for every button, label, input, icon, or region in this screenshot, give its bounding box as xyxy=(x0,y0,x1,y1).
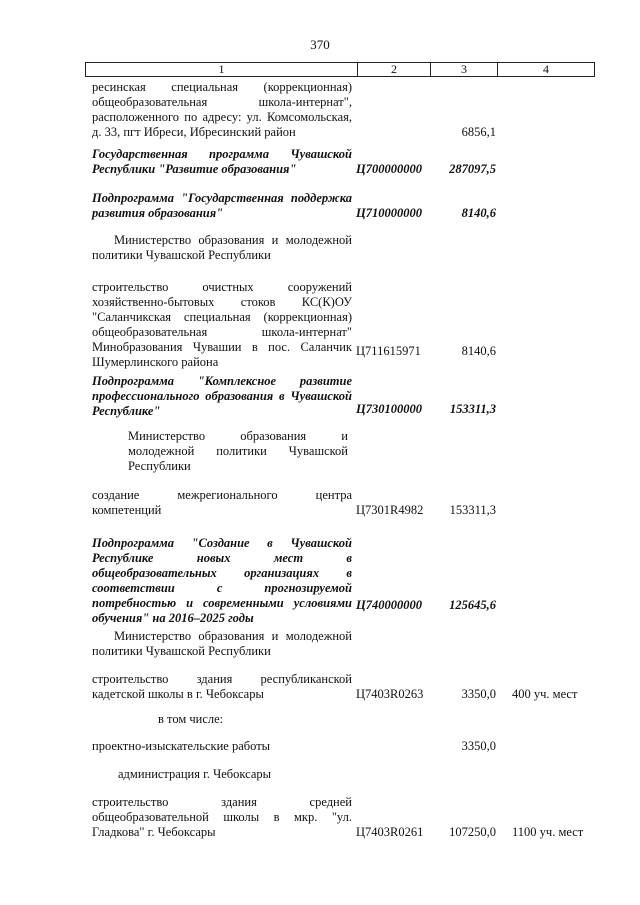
col-header-1: 1 xyxy=(218,62,225,76)
row-description: Министерство образования и молодежной политики Чувашской Республики xyxy=(128,429,348,473)
row-description: проектно-изыскательские работы xyxy=(92,739,271,753)
row-code: Ц710000000 xyxy=(356,206,422,220)
row-description: создание межрегионального центра компетенций xyxy=(92,488,352,517)
col-header-2: 2 xyxy=(357,63,430,76)
row-description: ресинская специальная (коррекционная) общеобразовательная школа-интернат", расположенного по адресу: ул. Комсомольская, д. 33, пгт Ибреси, Ибресинский район xyxy=(92,80,352,139)
row-code: Ц700000000 xyxy=(356,162,422,176)
row-description: строительство здания республиканской кадетской школы в г. Чебоксары xyxy=(92,672,352,701)
row-code: Ц7301R4982 xyxy=(356,503,424,517)
row-code: Ц7403R0263 xyxy=(356,687,424,701)
row-amount: 8140,6 xyxy=(461,206,496,220)
row-note: 400 уч. мест xyxy=(512,687,578,701)
row-amount: 3350,0 xyxy=(461,739,496,753)
row-description: Министерство образования и молодежной политики Чувашской Республики xyxy=(92,629,352,658)
page-number: 370 xyxy=(310,37,330,52)
row-amount: 153311,3 xyxy=(449,402,496,416)
row-code: Ц711615971 xyxy=(356,344,421,358)
row-amount: 107250,0 xyxy=(449,825,496,839)
row-amount: 153311,3 xyxy=(449,503,496,517)
row-description: строительство очистных сооружений хозяйственно-бытовых стоков КС(К)ОУ "Саланчикская специальная (коррекционная) общеобразовательная школа-интернат" Минобразования Чувашии в пос. Саланчик Шумерлинского района xyxy=(92,280,352,369)
row-description: Государственная программа Чувашской Республики "Развитие образования" xyxy=(92,147,352,176)
row-description: Министерство образования и молодежной политики Чувашской Республики xyxy=(92,233,352,262)
row-description: Подпрограмма "Комплексное развитие профессионального образования в Чувашской Республике" xyxy=(92,374,352,418)
row-amount: 287097,5 xyxy=(449,162,496,176)
row-description: администрация г. Чебоксары xyxy=(118,767,272,781)
row-code: Ц740000000 xyxy=(356,598,422,612)
row-amount: 8140,6 xyxy=(461,344,496,358)
row-code: Ц730100000 xyxy=(356,402,422,416)
row-description: Подпрограмма "Государственная поддержка развития образования" xyxy=(92,191,352,220)
row-note: 1100 уч. мест xyxy=(512,825,584,839)
row-amount: 125645,6 xyxy=(449,598,496,612)
row-amount: 3350,0 xyxy=(461,687,496,701)
col-header-3: 3 xyxy=(430,63,497,76)
col-header-4: 4 xyxy=(497,63,594,76)
row-code: Ц7403R0261 xyxy=(356,825,424,839)
row-amount: 6856,1 xyxy=(461,125,496,139)
table-header xyxy=(85,62,595,77)
row-description: Подпрограмма "Создание в Чувашской Республике новых мест в общеобразовательных организациях в соответствии с прогнозируемой потребностью и современными условиями обучения" на 2016–2025 годы xyxy=(92,536,352,625)
row-description: строительство здания средней общеобразовательной школы в мкр. "ул. Гладкова" г. Чебоксары xyxy=(92,795,352,839)
row-description: в том числе: xyxy=(158,712,224,726)
